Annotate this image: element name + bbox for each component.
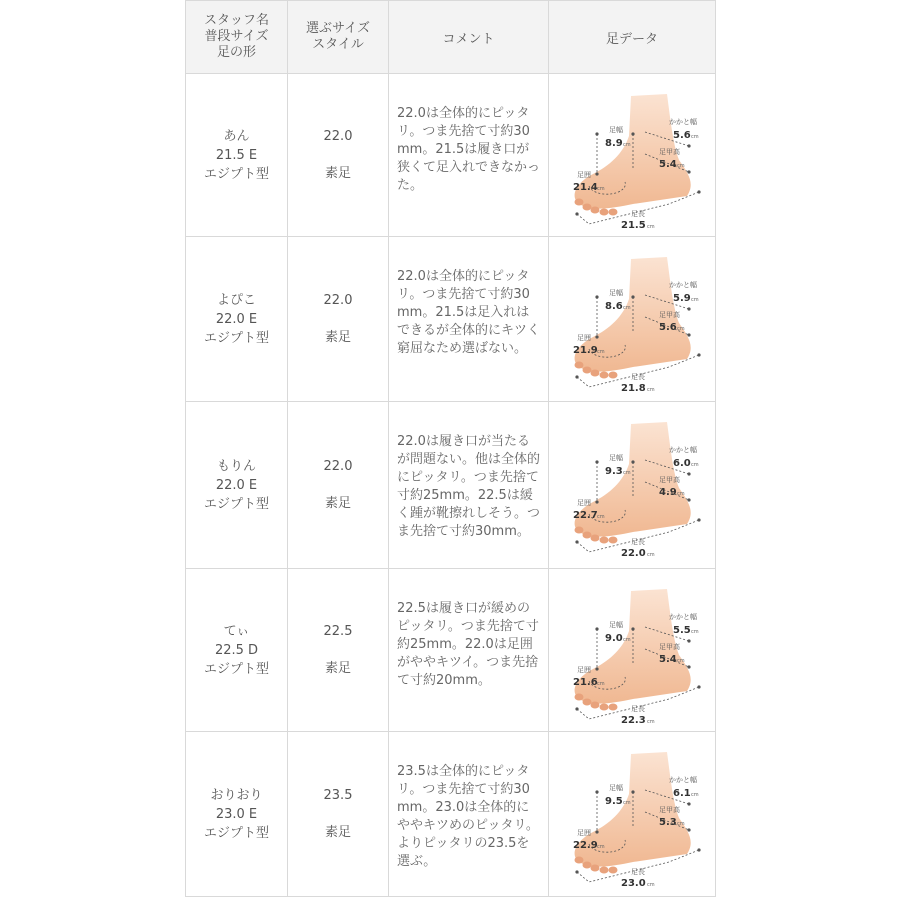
header-style xyxy=(288,1,389,74)
heel-width-value: 5.9 xyxy=(673,293,691,304)
toe-shape xyxy=(600,372,609,379)
foot-shape: エジプト型 xyxy=(203,330,269,346)
heel-width-value: 5.6 xyxy=(673,130,691,141)
header-foot-data: 足データ xyxy=(549,1,716,74)
staff-name: もりん xyxy=(216,458,256,474)
length-value: 23.0 xyxy=(621,878,646,889)
foot-diagram xyxy=(549,402,716,567)
heel-width-value: 6.1 xyxy=(673,788,691,799)
unit-label: cm xyxy=(677,163,685,169)
style-cell xyxy=(288,569,389,732)
foot-width-value: 9.3 xyxy=(605,466,623,477)
measure-point xyxy=(595,627,598,630)
length-value: 22.3 xyxy=(621,715,646,726)
comment-cell: 22.5は履き口が緩めのピッタリ。つま先捨て寸約25mm。22.0は足囲がややキツイ。つま先捨て寸約20mm。 xyxy=(389,569,549,732)
measure-point xyxy=(575,375,578,378)
heel-width-value: 5.5 xyxy=(673,625,691,636)
toe-shape xyxy=(583,532,592,539)
size-comparison-table xyxy=(185,0,716,897)
style-cell xyxy=(288,74,389,237)
chosen-size: 22.0 xyxy=(323,129,353,144)
wear-style: 素足 xyxy=(324,330,351,345)
length-value: 21.5 xyxy=(621,220,646,231)
unit-label: cm xyxy=(647,552,655,558)
unit-label: cm xyxy=(691,134,699,140)
toe-shape xyxy=(609,704,618,711)
foot-shape: エジプト型 xyxy=(203,496,269,512)
length-label: 足長 xyxy=(631,373,645,381)
unit-label: cm xyxy=(623,142,631,148)
length-label: 足長 xyxy=(631,868,645,876)
toe-shape xyxy=(575,857,584,864)
table-row xyxy=(186,569,716,732)
measure-point xyxy=(697,848,700,851)
staff-cell xyxy=(186,569,288,732)
measure-point xyxy=(687,472,690,475)
measure-point xyxy=(575,870,578,873)
measure-point xyxy=(697,353,700,356)
unit-label: cm xyxy=(677,326,685,332)
toe-shape xyxy=(600,537,609,544)
measure-point xyxy=(595,335,598,338)
measure-point xyxy=(631,295,634,298)
measure-point xyxy=(631,132,634,135)
toe-shape xyxy=(600,867,609,874)
unit-label: cm xyxy=(623,800,631,806)
chosen-size: 23.5 xyxy=(323,788,353,803)
unit-label: cm xyxy=(647,882,655,888)
toe-shape xyxy=(609,372,618,379)
foot-data-cell xyxy=(549,74,716,237)
girth-value: 22.9 xyxy=(573,840,598,851)
foot-diagram xyxy=(549,569,716,734)
measure-point xyxy=(595,500,598,503)
toe-shape xyxy=(575,199,584,206)
foot-width-value: 8.9 xyxy=(605,138,623,149)
foot-diagram xyxy=(549,732,716,897)
usual-size: 22.0 E xyxy=(215,477,258,493)
instep-height-value: 5.6 xyxy=(659,322,677,333)
measure-point xyxy=(687,170,690,173)
girth-label: 足囲 xyxy=(577,171,591,179)
measure-point xyxy=(687,665,690,668)
measure-point xyxy=(687,639,690,642)
heel-width-label: かかと幅 xyxy=(669,776,697,784)
instep-height-value: 4.9 xyxy=(659,487,677,498)
instep-height-label: 足甲高 xyxy=(659,311,680,319)
header-foot-shape: 足の形 xyxy=(216,45,256,60)
usual-size: 22.5 D xyxy=(214,642,259,658)
instep-height-value: 5.3 xyxy=(659,817,677,828)
toe-shape xyxy=(583,862,592,869)
measure-point xyxy=(595,132,598,135)
toe-shape xyxy=(609,867,618,874)
wear-style: 素足 xyxy=(324,661,351,676)
foot-width-label: 足幅 xyxy=(609,621,623,629)
heel-width-value: 6.0 xyxy=(673,458,691,469)
heel-width-label: かかと幅 xyxy=(669,118,697,126)
heel-width-label: かかと幅 xyxy=(669,446,697,454)
measure-point xyxy=(697,518,700,521)
staff-name: てぃ xyxy=(223,623,250,639)
style-cell xyxy=(288,402,389,569)
measure-point xyxy=(595,460,598,463)
foot-data-cell xyxy=(549,402,716,569)
header-style-label: スタイル xyxy=(312,37,364,52)
measure-point xyxy=(595,830,598,833)
instep-height-value: 5.4 xyxy=(659,159,677,170)
measure-point xyxy=(631,790,634,793)
toe-shape xyxy=(575,362,584,369)
unit-label: cm xyxy=(597,514,605,520)
toe-shape xyxy=(600,704,609,711)
style-cell xyxy=(288,732,389,897)
table-row xyxy=(186,237,716,402)
unit-label: cm xyxy=(677,491,685,497)
measure-point xyxy=(687,333,690,336)
wear-style: 素足 xyxy=(324,825,351,840)
table-row xyxy=(186,732,716,897)
foot-shape: エジプト型 xyxy=(203,825,269,841)
comment-cell: 23.5は全体的にピッタリ。つま先捨て寸約30mm。23.0は全体的にややキツめのピッタリ。よりピッタリの23.5を選ぶ。 xyxy=(389,732,549,897)
toe-shape xyxy=(583,204,592,211)
toe-shape xyxy=(575,527,584,534)
measure-point xyxy=(687,144,690,147)
unit-label: cm xyxy=(691,629,699,635)
table-header-row xyxy=(186,1,716,74)
length-value: 21.8 xyxy=(621,383,646,394)
toe-shape xyxy=(583,699,592,706)
header-staff xyxy=(186,1,288,74)
table-row xyxy=(186,74,716,237)
length-label: 足長 xyxy=(631,705,645,713)
measure-point xyxy=(575,540,578,543)
usual-size: 23.0 E xyxy=(215,806,258,822)
instep-height-label: 足甲高 xyxy=(659,476,680,484)
toe-shape xyxy=(600,209,609,216)
heel-width-label: かかと幅 xyxy=(669,613,697,621)
unit-label: cm xyxy=(691,462,699,468)
girth-value: 21.6 xyxy=(573,677,598,688)
length-label: 足長 xyxy=(631,538,645,546)
toe-shape xyxy=(591,535,600,542)
staff-name: よぴこ xyxy=(216,292,256,308)
foot-width-value: 9.0 xyxy=(605,633,623,644)
unit-label: cm xyxy=(647,224,655,230)
table-row xyxy=(186,402,716,569)
comment-cell: 22.0は全体的にピッタリ。つま先捨て寸約30mm。21.5は履き口が狭くて足入れできなかった。 xyxy=(389,74,549,237)
girth-label: 足囲 xyxy=(577,829,591,837)
instep-height-value: 5.4 xyxy=(659,654,677,665)
comment-cell: 22.0は全体的にピッタリ。つま先捨て寸約30mm。21.5は足入れはできるが全体的にキツく窮屈なため選ばない。 xyxy=(389,237,549,402)
measure-point xyxy=(687,498,690,501)
usual-size: 22.0 E xyxy=(215,311,258,327)
toe-shape xyxy=(591,865,600,872)
staff-cell xyxy=(186,74,288,237)
measure-point xyxy=(575,707,578,710)
measure-point xyxy=(595,667,598,670)
staff-cell xyxy=(186,402,288,569)
chosen-size: 22.5 xyxy=(323,624,353,639)
staff-cell xyxy=(186,237,288,402)
foot-width-label: 足幅 xyxy=(609,289,623,297)
girth-value: 21.4 xyxy=(573,182,598,193)
unit-label: cm xyxy=(623,637,631,643)
unit-label: cm xyxy=(623,470,631,476)
measure-point xyxy=(697,190,700,193)
comment-cell: 22.0は履き口が当たるが問題ない。他は全体的にピッタリ。つま先捨て寸約25mm。22.5は緩く踵が靴擦れしそう。つま先捨て寸約30mm。 xyxy=(389,402,549,569)
wear-style: 素足 xyxy=(324,166,351,181)
measure-point xyxy=(631,627,634,630)
unit-label: cm xyxy=(597,844,605,850)
girth-label: 足囲 xyxy=(577,666,591,674)
foot-diagram xyxy=(549,74,716,239)
measure-point xyxy=(595,172,598,175)
measure-point xyxy=(595,295,598,298)
heel-width-label: かかと幅 xyxy=(669,281,697,289)
foot-width-label: 足幅 xyxy=(609,784,623,792)
unit-label: cm xyxy=(677,821,685,827)
unit-label: cm xyxy=(623,305,631,311)
foot-data-cell xyxy=(549,732,716,897)
unit-label: cm xyxy=(691,297,699,303)
toe-shape xyxy=(609,537,618,544)
unit-label: cm xyxy=(647,387,655,393)
instep-height-label: 足甲高 xyxy=(659,148,680,156)
instep-height-label: 足甲高 xyxy=(659,643,680,651)
measure-point xyxy=(595,790,598,793)
header-comment: コメント xyxy=(389,1,549,74)
unit-label: cm xyxy=(691,792,699,798)
toe-shape xyxy=(575,694,584,701)
foot-width-label: 足幅 xyxy=(609,454,623,462)
measure-point xyxy=(687,802,690,805)
unit-label: cm xyxy=(597,186,605,192)
usual-size: 21.5 E xyxy=(215,147,258,163)
girth-value: 21.9 xyxy=(573,345,598,356)
foot-diagram xyxy=(549,237,716,402)
toe-shape xyxy=(609,209,618,216)
length-label: 足長 xyxy=(631,210,645,218)
header-usual-size: 普段サイズ xyxy=(204,29,269,44)
staff-cell xyxy=(186,732,288,897)
measure-point xyxy=(575,212,578,215)
foot-width-value: 8.6 xyxy=(605,301,623,312)
header-staff-name: スタッフ名 xyxy=(203,13,269,28)
foot-width-label: 足幅 xyxy=(609,126,623,134)
toe-shape xyxy=(591,702,600,709)
length-value: 22.0 xyxy=(621,548,646,559)
unit-label: cm xyxy=(647,719,655,725)
girth-label: 足囲 xyxy=(577,334,591,342)
header-chosen-size: 選ぶサイズ xyxy=(306,21,370,36)
measure-point xyxy=(631,460,634,463)
foot-data-cell xyxy=(549,569,716,732)
unit-label: cm xyxy=(597,349,605,355)
foot-shape: エジプト型 xyxy=(203,661,269,677)
wear-style: 素足 xyxy=(324,496,351,511)
foot-shape: エジプト型 xyxy=(203,166,269,182)
chosen-size: 22.0 xyxy=(323,459,353,474)
measure-point xyxy=(687,307,690,310)
chosen-size: 22.0 xyxy=(323,293,353,308)
toe-shape xyxy=(591,370,600,377)
style-cell xyxy=(288,237,389,402)
girth-value: 22.7 xyxy=(573,510,598,521)
staff-name: おりおり xyxy=(210,787,263,803)
staff-name: あん xyxy=(223,128,250,144)
unit-label: cm xyxy=(597,681,605,687)
measure-point xyxy=(687,828,690,831)
measure-point xyxy=(697,685,700,688)
unit-label: cm xyxy=(677,658,685,664)
girth-label: 足囲 xyxy=(577,499,591,507)
foot-width-value: 9.5 xyxy=(605,796,623,807)
toe-shape xyxy=(583,367,592,374)
foot-data-cell xyxy=(549,237,716,402)
instep-height-label: 足甲高 xyxy=(659,806,680,814)
toe-shape xyxy=(591,207,600,214)
